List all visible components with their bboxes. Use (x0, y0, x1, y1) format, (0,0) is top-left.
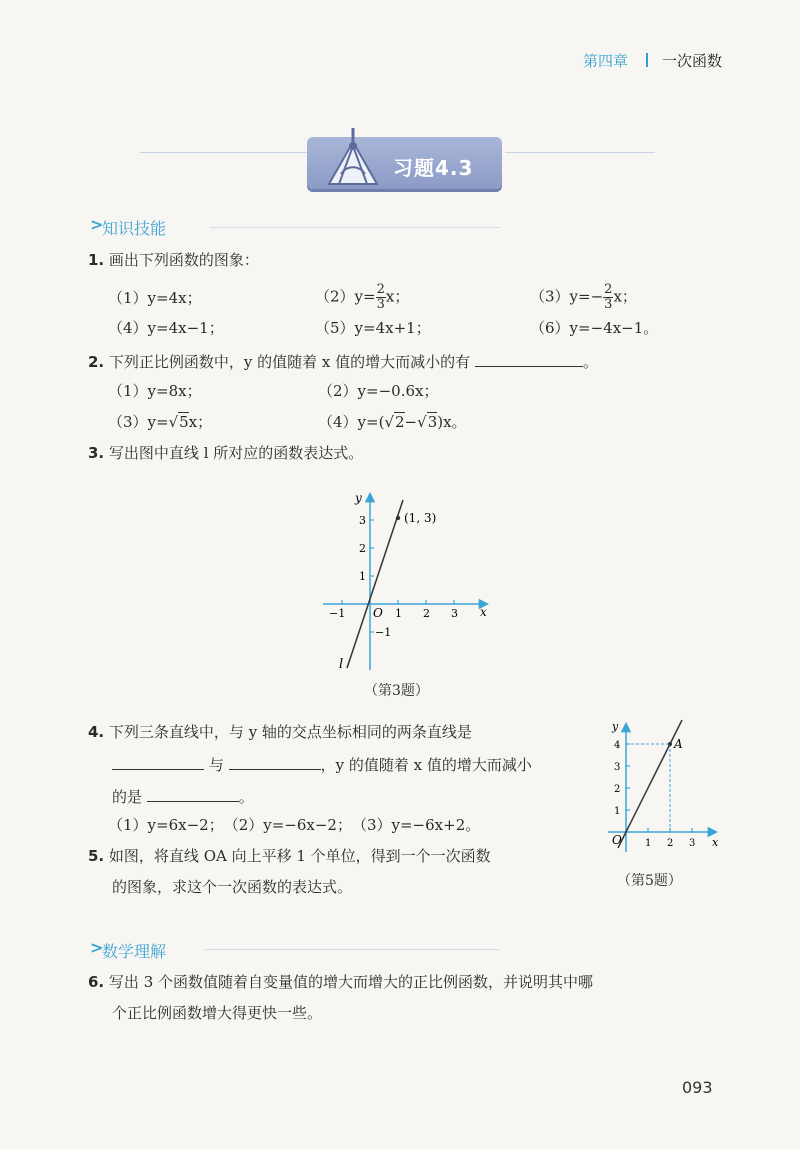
q2-item-4-rhs: )x。 (437, 413, 467, 431)
x-axis-label: x (480, 605, 487, 619)
y-tick-label: 1 (614, 806, 621, 817)
q5-graph (600, 718, 728, 858)
radicand: 5 (179, 413, 189, 431)
punctuation: 。 (582, 353, 598, 371)
x-axis-label: x (712, 836, 719, 849)
answer-blank[interactable] (147, 785, 239, 802)
q2-item-3-rhs: x； (188, 413, 213, 431)
chapter-title: 一次函数 (662, 52, 723, 70)
q4-line-2-text: ，y 的值随着 x 值的增大而减小 (320, 756, 532, 774)
x-tick-label: 3 (689, 838, 696, 849)
chapter-label: 第四章 (583, 52, 629, 70)
section-rule (210, 227, 500, 228)
q4-line-3-text: 的是 (112, 788, 143, 806)
origin-label: O (373, 606, 383, 620)
fraction (603, 283, 613, 312)
figure-caption-5: （第5题） (617, 873, 682, 889)
q1-item-4: （4）y=4x−1； (108, 319, 224, 337)
q5-line-2: 的图象，求这个一次函数的表达式。 (112, 878, 353, 896)
x-tick-label: 1 (645, 838, 652, 849)
answer-blank[interactable] (112, 753, 204, 770)
y-axis-label: y (355, 491, 362, 505)
exercise-title: 习题4.3 (393, 156, 474, 180)
question-stem: 下列正比例函数中，y 的值随着 x 值的增大而减小的有 (108, 353, 471, 371)
section-rule (205, 949, 500, 950)
q6-line-2: 个正比例函数增大得更快一些。 (112, 1004, 323, 1022)
radicand: 3 (427, 413, 438, 431)
punctuation: 。 (238, 788, 254, 806)
y-tick-label: −1 (375, 626, 392, 639)
y-tick-label: 2 (359, 542, 366, 555)
y-tick-label: 2 (614, 784, 621, 795)
x-tick-label: 2 (667, 838, 674, 849)
q1-item-3 (530, 283, 637, 312)
question-stem: 如图，将直线 OA 向上平移 1 个单位，得到一个一次函数 (108, 847, 491, 865)
y-tick-label: 3 (614, 762, 621, 773)
q1-item-6: （6）y=−4x−1。 (530, 319, 659, 337)
question-number: 2. (88, 353, 105, 371)
x-tick-label: 2 (423, 607, 430, 620)
y-tick-label: 4 (614, 740, 621, 751)
q1-item-3-lhs: （3）y=− (530, 287, 604, 306)
numerator: 2 (604, 282, 613, 297)
question-3 (88, 443, 363, 463)
line-oa (618, 720, 682, 848)
question-number: 1. (88, 251, 105, 269)
question-1 (88, 250, 259, 270)
q3-graph (315, 488, 500, 673)
q1-item-2-lhs: （2）y= (315, 287, 376, 306)
question-number: 5. (88, 847, 105, 865)
denominator: 3 (604, 297, 613, 312)
q2-item-3-lhs: （3）y=√ (108, 413, 179, 431)
question-6 (88, 972, 593, 992)
x-tick-label: −1 (329, 607, 346, 620)
origin-label: O (612, 833, 622, 847)
q1-item-2 (315, 283, 409, 312)
question-stem: 写出图中直线 l 所对应的函数表达式。 (108, 444, 364, 462)
answer-blank[interactable] (475, 350, 583, 367)
section-heading-skills: 知识技能 (102, 219, 167, 238)
compass-ruler-icon (325, 122, 381, 188)
question-stem: 画出下列函数的图象： (108, 251, 259, 269)
y-tick-label: 1 (359, 570, 366, 583)
q1-item-5: （5）y=4x+1； (315, 319, 431, 337)
page-number: 093 (682, 1078, 713, 1097)
question-2 (88, 350, 598, 372)
point-label: A (674, 737, 683, 751)
chevron-right-icon: > (90, 215, 104, 234)
question-number: 6. (88, 973, 105, 991)
q2-item-4-lhs: （4）y=(√ (318, 413, 394, 431)
denominator: 3 (376, 297, 385, 312)
figure-caption-3: （第3题） (364, 683, 429, 699)
q4-items: （1）y=6x−2； （2）y=−6x−2； （3）y=−6x+2。 (108, 816, 481, 834)
q2-item-2: （2）y=−0.6x； (318, 382, 439, 400)
q4-connector: 与 (208, 756, 224, 774)
q4-line-3 (112, 785, 254, 807)
point-1-3 (396, 516, 400, 520)
q2-item-1: （1）y=8x； (108, 382, 202, 400)
section-heading-understanding: 数学理解 (102, 942, 167, 961)
numerator: 2 (376, 282, 385, 297)
y-axis-label: y (612, 720, 619, 733)
point-label: (1, 3) (404, 511, 437, 525)
question-number: 3. (88, 444, 105, 462)
banner-rule-right (505, 152, 655, 153)
q2-item-3 (108, 412, 212, 432)
banner-rule-left (140, 152, 310, 153)
radicand: 2 (395, 413, 405, 431)
question-5 (88, 846, 491, 866)
q2-item-4 (318, 412, 467, 432)
point-a (668, 742, 672, 746)
x-tick-label: 3 (451, 607, 458, 620)
fraction (376, 283, 386, 312)
chevron-right-icon: > (90, 938, 104, 957)
x-tick-label: 1 (395, 607, 402, 620)
line-l (347, 500, 403, 668)
question-stem: 写出 3 个函数值随着自变量值的增大而增大的正比例函数，并说明其中哪 (108, 973, 594, 991)
answer-blank[interactable] (229, 753, 321, 770)
q2-item-4-mid: −√ (404, 413, 427, 431)
header-divider (646, 53, 648, 67)
question-4 (88, 722, 472, 742)
line-label: l (339, 657, 344, 672)
q1-item-3-rhs: x； (613, 287, 637, 306)
q4-line-2 (112, 753, 532, 775)
question-number: 4. (88, 723, 105, 741)
q1-item-1: （1）y=4x； (108, 289, 202, 307)
q1-item-2-rhs: x； (385, 287, 410, 306)
y-tick-label: 3 (359, 514, 366, 527)
question-stem: 下列三条直线中，与 y 轴的交点坐标相同的两条直线是 (108, 723, 472, 741)
